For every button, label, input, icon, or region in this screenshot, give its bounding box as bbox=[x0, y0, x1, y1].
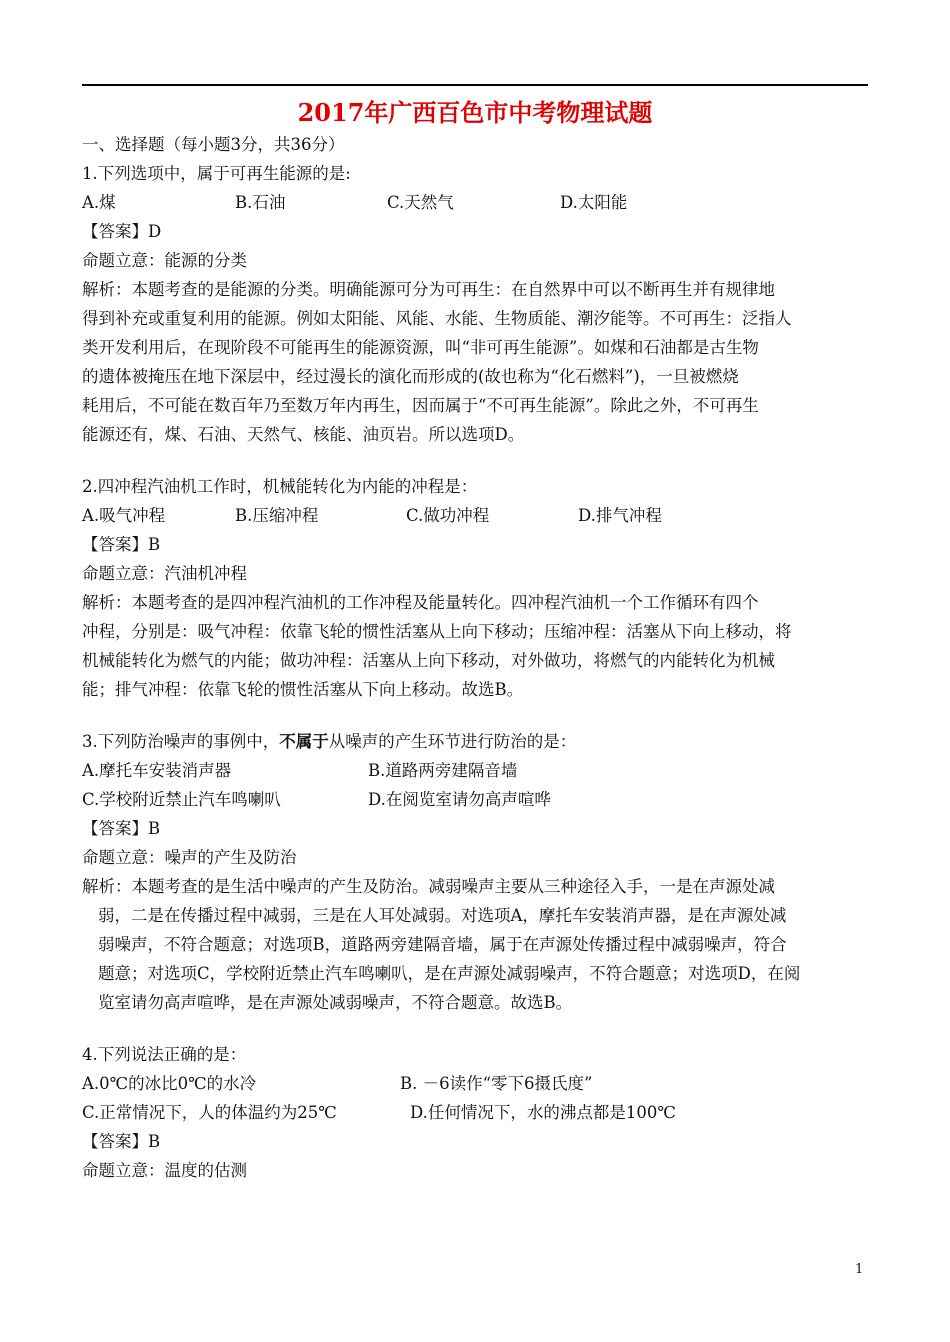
document-body bbox=[82, 130, 868, 1185]
q3-option-d: D.在阅览室请勿高声喧哗 bbox=[368, 790, 551, 809]
q3-analysis-line: 弱噪声，不符合题意；对选项B，道路两旁建隔音墙，属于在声源处传播过程中减弱噪声，符合 bbox=[98, 935, 787, 954]
q1-option-c: C.天然气 bbox=[387, 193, 454, 212]
q2-option-a: A.吸气冲程 bbox=[82, 506, 166, 525]
q3-analysis-line: 览室请勿高声喧哗，是在声源处减弱噪声，不符合题意。故选B。 bbox=[98, 993, 573, 1012]
q1-analysis-line: 能源还有，煤、石油、天然气、核能、油页岩。所以选项D。 bbox=[82, 425, 525, 444]
q4-option-c: C.正常情况下，人的体温约为25℃ bbox=[82, 1103, 337, 1122]
q3-stem-emphasis: 不属于 bbox=[279, 732, 329, 751]
q1-analysis-line: 的遗体被掩压在地下深层中，经过漫长的演化而形成的(故也称为“化石燃料”)，一旦被燃烧 bbox=[82, 367, 739, 386]
spacer bbox=[82, 449, 868, 472]
q1-option-d: D.太阳能 bbox=[560, 193, 628, 212]
q4-option-b: B. －6读作“零下6摄氏度” bbox=[400, 1074, 593, 1093]
q2-intent: 命题立意：汽油机冲程 bbox=[82, 564, 247, 583]
page-number: 1 bbox=[855, 1262, 864, 1277]
q3-option-a: A.摩托车安装消声器 bbox=[82, 761, 232, 780]
q4-option-a: A.0℃的冰比0℃的水冷 bbox=[82, 1074, 257, 1093]
section-heading: 一、选择题（每小题3分，共36分） bbox=[82, 135, 345, 154]
q2-option-c: C.做功冲程 bbox=[406, 506, 490, 525]
q3-analysis-line: 解析：本题考查的是生活中噪声的产生及防治。减弱噪声主要从三种途径入手，一是在声源处减 bbox=[82, 877, 775, 896]
q4-answer: 【答案】B bbox=[82, 1132, 161, 1151]
q3-answer: 【答案】B bbox=[82, 819, 161, 838]
spacer bbox=[82, 704, 868, 727]
q4-option-d: D.任何情况下，水的沸点都是100℃ bbox=[410, 1103, 676, 1122]
q1-stem: 1.下列选项中，属于可再生能源的是: bbox=[82, 164, 351, 183]
q3-option-b: B.道路两旁建隔音墙 bbox=[368, 761, 518, 780]
q1-answer: 【答案】D bbox=[82, 222, 162, 241]
q1-analysis-line: 解析：本题考查的是能源的分类。明确能源可分为可再生：在自然界中可以不断再生并有规律地 bbox=[82, 280, 775, 299]
q2-stem: 2.四冲程汽油机工作时，机械能转化为内能的冲程是： bbox=[82, 477, 478, 496]
q3-analysis-line: 题意；对选项C，学校附近禁止汽车鸣喇叭，是在声源处减弱噪声，不符合题意；对选项D，在阅 bbox=[98, 964, 801, 983]
q2-analysis-line: 冲程，分别是：吸气冲程：依靠飞轮的惯性活塞从上向下移动；压缩冲程：活塞从下向上移动，将 bbox=[82, 622, 792, 641]
q1-option-b: B.石油 bbox=[235, 193, 286, 212]
q1-options bbox=[82, 188, 868, 217]
q3-option-c: C.学校附近禁止汽车鸣喇叭 bbox=[82, 790, 281, 809]
q2-option-d: D.排气冲程 bbox=[578, 506, 662, 525]
page-title: 2017年广西百色市中考物理试题 bbox=[297, 98, 653, 127]
q1-intent: 命题立意：能源的分类 bbox=[82, 251, 247, 270]
q2-analysis-line: 解析：本题考查的是四冲程汽油机的工作冲程及能量转化。四冲程汽油机一个工作循环有四个 bbox=[82, 593, 759, 612]
q2-answer: 【答案】B bbox=[82, 535, 161, 554]
q3-stem-start: 3.下列防治噪声的事例中， bbox=[82, 732, 280, 751]
spacer bbox=[82, 1017, 868, 1040]
q4-options-row-1 bbox=[82, 1069, 868, 1098]
q1-option-a: A.煤 bbox=[82, 193, 116, 212]
q3-intent: 命题立意：噪声的产生及防治 bbox=[82, 848, 297, 867]
q3-stem bbox=[82, 727, 868, 756]
q3-analysis-line: 弱，二是在传播过程中减弱，三是在人耳处减弱。对选项A，摩托车安装消声器，是在声源处减 bbox=[98, 906, 787, 925]
q4-stem: 4.下列说法正确的是： bbox=[82, 1045, 247, 1064]
q4-options-row-2 bbox=[82, 1098, 868, 1127]
q4-intent: 命题立意：温度的估测 bbox=[82, 1161, 247, 1180]
q2-option-b: B.压缩冲程 bbox=[235, 506, 319, 525]
q1-analysis-line: 类开发利用后，在现阶段不可能再生的能源资源，叫“非可再生能源”。如煤和石油都是古生物 bbox=[82, 338, 759, 357]
q2-options bbox=[82, 501, 868, 530]
q1-analysis-line: 耗用后，不可能在数百年乃至数万年内再生，因而属于“不可再生能源”。除此之外，不可再生 bbox=[82, 396, 759, 415]
q2-analysis-line: 能；排气冲程：依靠飞轮的惯性活塞从下向上移动。故选B。 bbox=[82, 680, 524, 699]
header-rule bbox=[82, 84, 868, 86]
q3-options-row-1 bbox=[82, 756, 868, 785]
q2-analysis-line: 机械能转化为燃气的内能；做功冲程：活塞从上向下移动，对外做功，将燃气的内能转化为机械 bbox=[82, 651, 775, 670]
q3-options-row-2 bbox=[82, 785, 868, 814]
q3-stem-end: 从噪声的产生环节进行防治的是： bbox=[328, 732, 577, 751]
q1-analysis-line: 得到补充或重复利用的能源。例如太阳能、风能、水能、生物质能、潮汐能等。不可再生：泛指人 bbox=[82, 309, 792, 328]
